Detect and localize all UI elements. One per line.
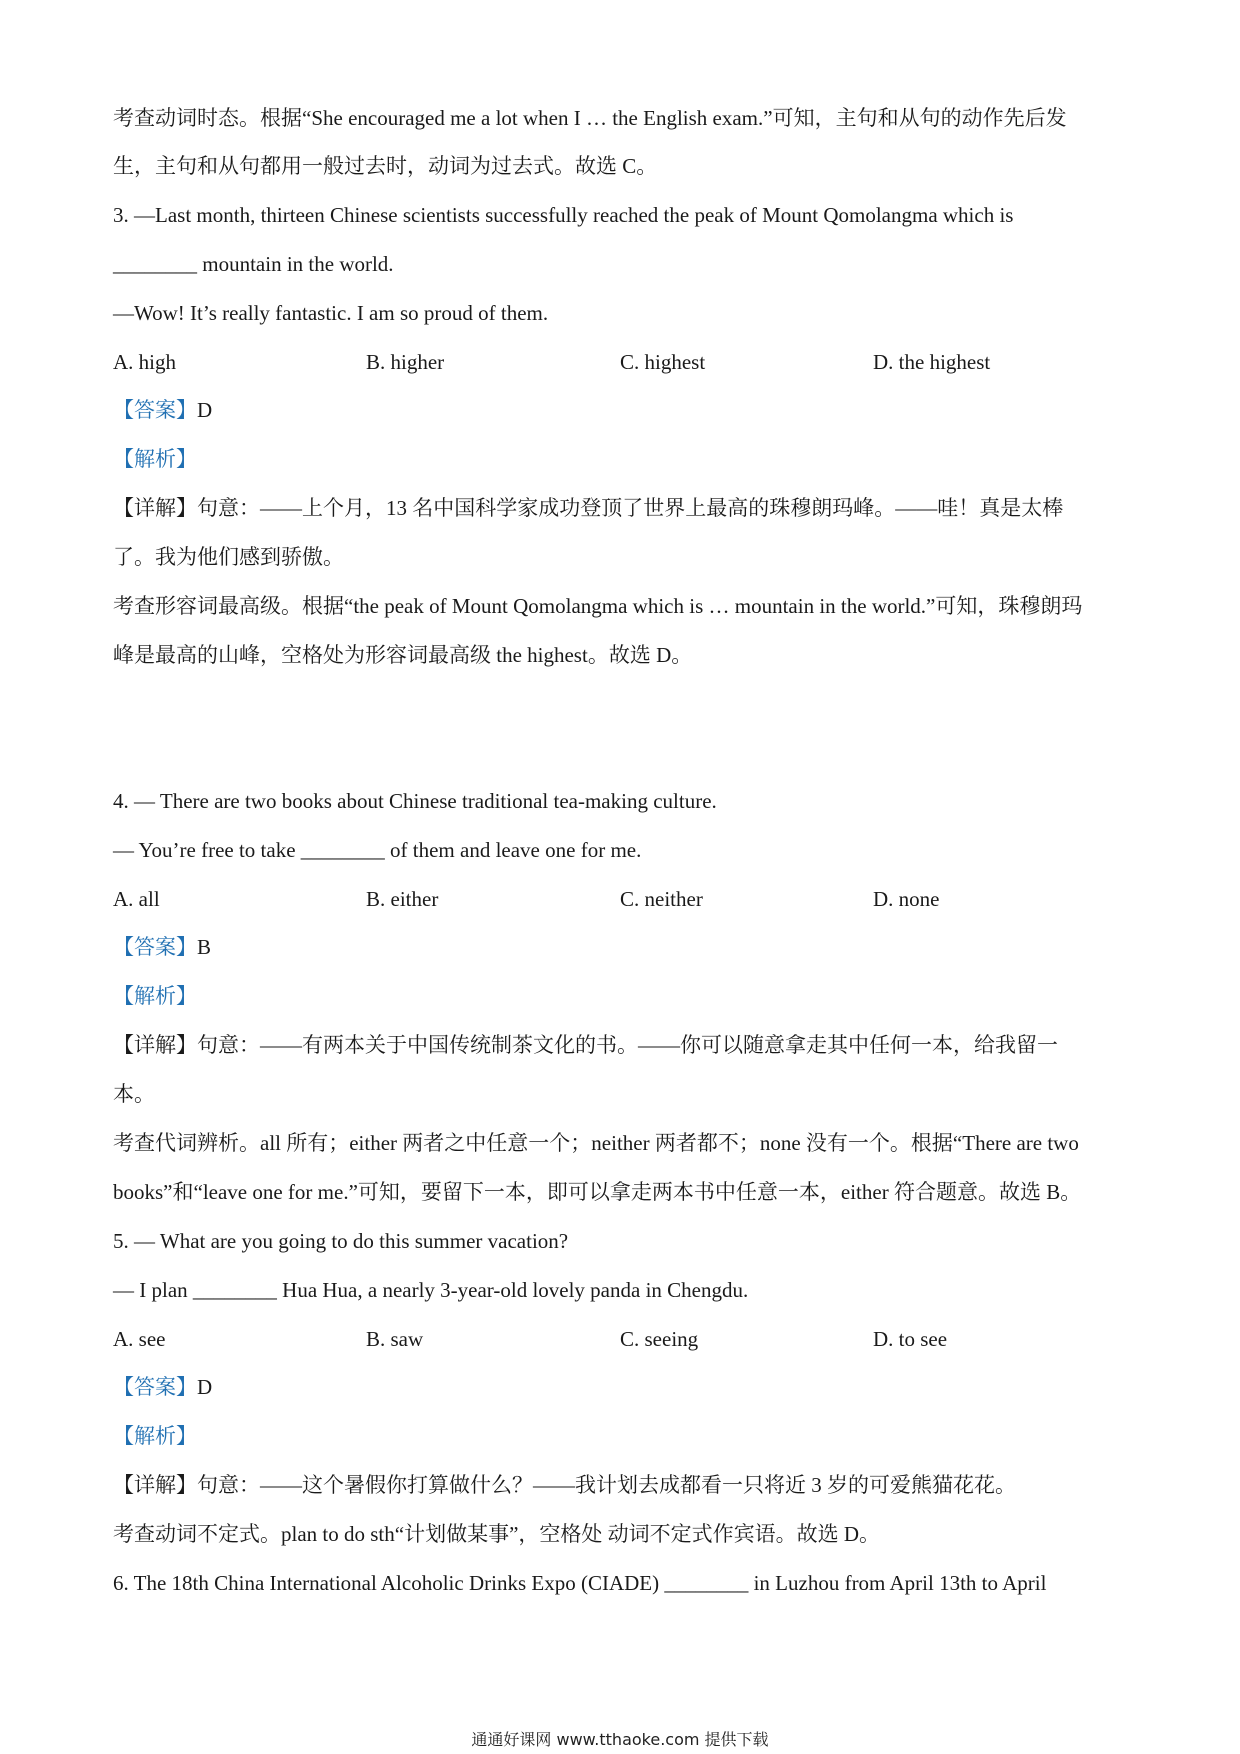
q3-detail-line-2: 了。我为他们感到骄傲。: [113, 545, 344, 569]
q3-stem-line-1: 3. —Last month, thirteen Chinese scientists successfully reached the peak of Mount Qomolangma which is: [113, 203, 1014, 227]
q3-detail-line-1: 【详解】句意：——上个月，13 名中国科学家成功登顶了世界上最高的珠穆朗玛峰。——哇！真是太棒: [113, 496, 1064, 520]
q3-analysis-tag: 【解析】: [113, 447, 197, 471]
q5-option-a: A. see: [113, 1327, 166, 1351]
q4-explain-line-2: books”和“leave one for me.”可知，要留下一本，即可以拿走两本书中任意一本，either 符合题意。故选 B。: [113, 1180, 1082, 1204]
answer-value: D: [197, 1375, 213, 1399]
q3-option-a: A. high: [113, 350, 176, 374]
q2-explain-line-1: 考查动词时态。根据“She encouraged me a lot when I … the English exam.”可知，主句和从句的动作先后发: [113, 106, 1067, 130]
q3-option-d: D. the highest: [873, 350, 991, 374]
q4-option-c: C. neither: [620, 887, 703, 911]
q5-explain-line-1: 考查动词不定式。plan to do sth“计划做某事”，空格处 动词不定式作宾语。故选 D。: [113, 1522, 881, 1546]
q5-stem-line-2: — I plan ________ Hua Hua, a nearly 3-year-old lovely panda in Chengdu.: [113, 1278, 749, 1302]
q5-stem-line-1: 5. — What are you going to do this summer vacation?: [113, 1229, 569, 1253]
q4-answer: [113, 933, 211, 961]
q4-explain-line-1: 考查代词辨析。all 所有；either 两者之中任意一个；neither 两者都不；none 没有一个。根据“There are two: [113, 1131, 1079, 1155]
answer-tag: 【答案】: [113, 398, 197, 422]
q5-option-d: D. to see: [873, 1327, 948, 1351]
q3-option-b: B. higher: [366, 350, 445, 374]
answer-value: D: [197, 398, 213, 422]
q3-reply: —Wow! It’s really fantastic. I am so proud of them.: [113, 301, 549, 325]
q6-stem-line-1: 6. The 18th China International Alcoholic Drinks Expo (CIADE) ________ in Luzhou from April 13th to April: [113, 1571, 1047, 1595]
q4-detail-line-1: 【详解】句意：——有两本关于中国传统制茶文化的书。——你可以随意拿走其中任何一本，给我留一: [113, 1033, 1058, 1057]
q3-option-c: C. highest: [620, 350, 706, 374]
answer-tag: 【答案】: [113, 935, 197, 959]
q4-analysis-tag: 【解析】: [113, 984, 197, 1008]
q5-option-b: B. saw: [366, 1327, 424, 1351]
q4-option-b: B. either: [366, 887, 439, 911]
q3-explain-line-1: 考查形容词最高级。根据“the peak of Mount Qomolangma which is … mountain in the world.”可知，珠穆朗玛: [113, 594, 1083, 618]
q5-answer: [113, 1373, 212, 1401]
q4-detail-line-2: 本。: [113, 1082, 155, 1106]
answer-value: B: [197, 935, 212, 959]
q4-stem-line-2: — You’re free to take ________ of them and leave one for me.: [113, 838, 642, 862]
q5-analysis-tag: 【解析】: [113, 1424, 197, 1448]
q4-option-a: A. all: [113, 887, 160, 911]
q4-option-d: D. none: [873, 887, 940, 911]
q3-stem-line-2: ________ mountain in the world.: [113, 252, 394, 276]
answer-tag: 【答案】: [113, 1375, 197, 1399]
q4-stem-line-1: 4. — There are two books about Chinese traditional tea-making culture.: [113, 789, 717, 813]
q3-explain-line-2: 峰是最高的山峰，空格处为形容词最高级 the highest。故选 D。: [113, 643, 693, 667]
q5-option-c: C. seeing: [620, 1327, 699, 1351]
page-footer: 通通好课网 www.tthaoke.com 提供下载: [471, 1730, 769, 1749]
q3-answer: [113, 396, 212, 424]
q5-detail-line-1: 【详解】句意：——这个暑假你打算做什么？——我计划去成都看一只将近 3 岁的可爱熊猫花花。: [113, 1473, 1016, 1497]
q2-explain-line-2: 生，主句和从句都用一般过去时，动词为过去式。故选 C。: [113, 154, 658, 178]
